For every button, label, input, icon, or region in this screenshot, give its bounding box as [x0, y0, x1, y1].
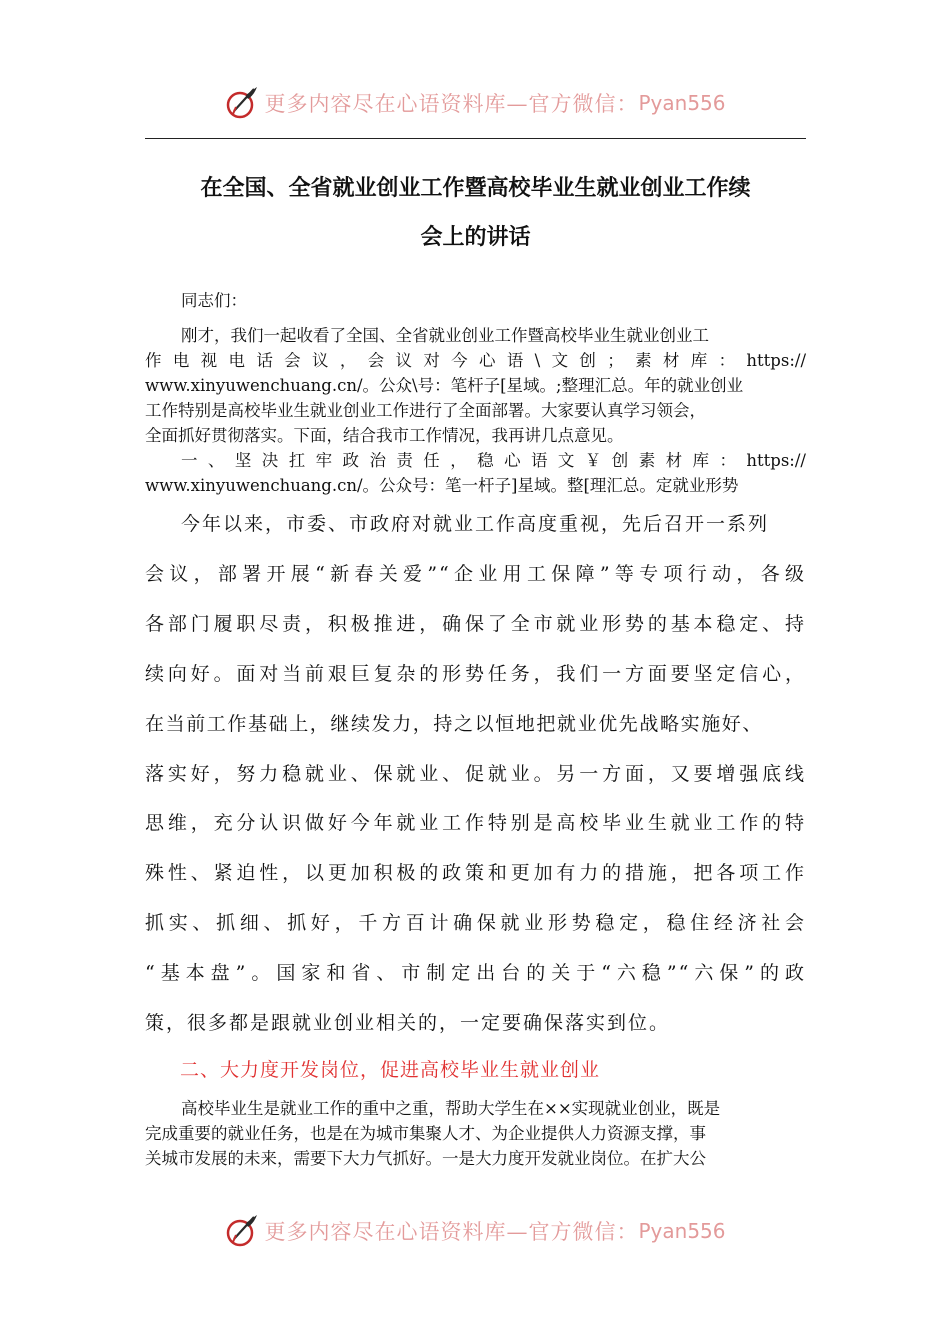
intro-line: www.xinyuwenchuang.cn/。公众\号：笔杆子[星域。;整理汇总。年的就业创业	[145, 376, 744, 395]
section2-line: 关城市发展的未来，需要下大力气抓好。一是大力度开发就业岗位。在扩大公	[145, 1149, 706, 1168]
section1-line: 思维，充分认识做好今年就业工作特别是高校毕业生就业工作的特	[145, 812, 806, 834]
section1-line: 各部门履职尽责，积极推进，确保了全市就业形势的基本稳定、持	[145, 613, 806, 635]
section2-heading: 二、大力度开发岗位，促进高校毕业生就业创业	[180, 1059, 601, 1081]
section1-line: 抓实、抓细、抓好，千方百计确保就业形势稳定，稳住经济社会	[145, 912, 806, 934]
section1-heading-line: 一、坚决扛牢政治责任，稳心语文￥创素材库：https://	[181, 451, 806, 470]
document-title-line2: 会上的讲话	[420, 225, 531, 250]
banner-text: 更多内容尽在心语资料库—官方微信：	[264, 1220, 639, 1244]
header-divider	[145, 138, 806, 139]
section1-heading-line: www.xinyuwenchuang.cn/。公众号：笔一杆子]星域。整[理汇总。定就业形势	[145, 476, 739, 495]
banner-wechat-id: Pyan556	[638, 91, 726, 115]
intro-line: 工作特别是高校毕业生就业创业工作进行了全面部署。大家要认真学习领会，	[145, 401, 706, 420]
intro-line: 全面抓好贯彻落实。下面，结合我市工作情况，我再讲几点意见。	[145, 426, 624, 445]
document-title-line1: 在全国、全省就业创业工作暨高校毕业生就业创业工作续	[200, 176, 751, 201]
section1-line: 在当前工作基础上，继续发力，持之以恒地把就业优先战略实施好、	[145, 713, 764, 735]
section1-line: “基本盘”。国家和省、市制定出台的关于“六稳”“六保”的政	[145, 962, 806, 984]
section1-line: 续向好。面对当前艰巨复杂的形势任务，我们一方面要坚定信心，	[145, 663, 806, 685]
footer-banner	[0, 1210, 950, 1252]
section2-line: 完成重要的就业任务，也是在为城市集聚人才、为企业提供人力资源支撑，事	[145, 1124, 706, 1143]
greeting: 同志们：	[181, 291, 247, 310]
header-banner	[0, 82, 950, 124]
section1-line: 会议，部署开展“新春关爱”“企业用工保障”等专项行动，各级	[145, 563, 806, 585]
section1-line: 落实好，努力稳就业、保就业、促就业。另一方面，又要增强底线	[145, 763, 806, 785]
section2-line: 高校毕业生是就业工作的重中之重，帮助大学生在××实现就业创业，既是	[181, 1099, 721, 1118]
quill-logo-icon	[224, 85, 260, 121]
banner-text: 更多内容尽在心语资料库—官方微信：	[264, 92, 639, 116]
intro-line: 刚才，我们一起收看了全国、全省就业创业工作暨高校毕业生就业创业工	[181, 326, 709, 345]
banner-wechat-id: Pyan556	[638, 1219, 726, 1243]
section1-line: 殊性、紧迫性，以更加积极的政策和更加有力的措施，把各项工作	[145, 862, 806, 884]
section1-line: 策，很多都是跟就业创业相关的，一定要确保落实到位。	[145, 1012, 671, 1034]
intro-line: 作电视电话会议，会议对今心语\文创；素材库：https://	[145, 351, 806, 370]
section1-line: 今年以来，市委、市政府对就业工作高度重视，先后召开一系列	[181, 513, 770, 535]
quill-logo-icon	[224, 1213, 260, 1249]
